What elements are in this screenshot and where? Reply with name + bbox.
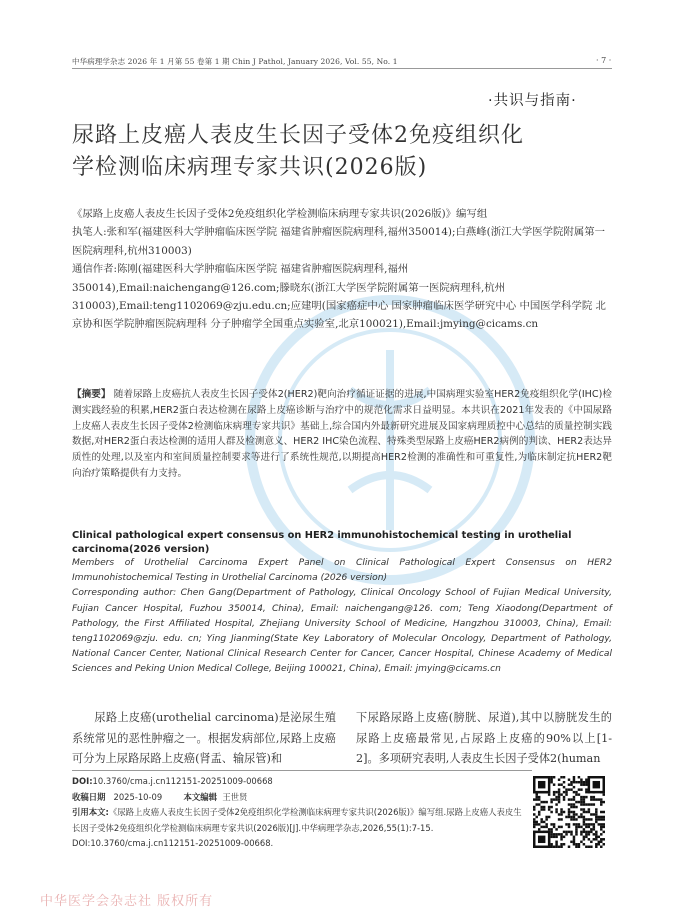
running-head: 中华病理学杂志 2026 年 1 月第 55 卷第 1 期 Chin J Pathol, January 2026, Vol. 55, No. 1: [72, 57, 398, 66]
footer-citation: 引用本文:《尿路上皮癌人表皮生长因子受体2免疫组织化学检测临床病理专家共识(2026版)》编写组.尿路上皮癌人表皮生长因子受体2免疫组织化学检测临床病理专家共识(2026版)[J].中华病理学杂志,2026,55(1):7-15. DOI:10.3760/cma.j.cn112151-20251009-00668.: [72, 807, 522, 849]
author-writers: 执笔人:张和军(福建医科大学肿瘤临床医学院 福建省肿瘤医院病理科,福州350014);白燕峰(浙江大学医学院附属第一医院病理科,杭州310003): [72, 226, 606, 257]
qr-code-icon[interactable]: [533, 776, 605, 848]
footer-dates: 收稿日期 2025-10-09 本文编辑 王世贤: [72, 791, 248, 802]
footer-rule: [72, 770, 532, 771]
publisher-logo: 中华医学会杂志社 版权所有: [40, 894, 214, 909]
abstract-text: 随着尿路上皮癌抗人表皮生长因子受体2(HER2)靶向治疗循证证据的进展,中国病理实验室HER2免疫组织化学(IHC)检测实践经验的积累,HER2蛋白表达检测在尿路上皮癌诊断与治疗中的规范化需求日益明显。本共识在2021年发表的《中国尿路上皮癌人表皮生长因子受体2检测临床病理专家共识》基础上,综合国内外最新研究进展及国家病理质控中心总结的质量控制实践数据,对HER2蛋白表达检测的适用人群及检测意义、HER2 IHC染色流程、特殊类型尿路上皮癌HER2病例的判读、HER2表达异质性的处理,以及室内和室间质量控制要求等进行了系统性规范,以期提高HER2检测的准确性和可重复性,为临床制定抗HER2靶向治疗策略提供有力支持。: [72, 389, 612, 479]
english-author-block: [72, 556, 612, 678]
doi-link[interactable]: 10.3760/cma.j.cn112151-20251009-00668: [92, 776, 273, 786]
author-group: 《尿路上皮癌人表皮生长因子受体2免疫组织化学检测临床病理专家共识(2026版)》编写组: [72, 208, 488, 220]
author-correspondence: 通信作者:陈刚(福建医科大学肿瘤临床医学院 福建省肿瘤医院病理科,福州350014),Email:naichengang@126.com;滕晓东(浙江大学医学院附属第一医院病理科,杭州310003),Email:teng1102069@zju.edu.cn;应建明(国家癌症中心 国家肿瘤临床医学研究中心 中国医学科学院 北京协和医学院肿瘤医院病理科 分子肿瘤学全国重点实验室,北京100021),Email:jmying@cicams.cn: [72, 263, 606, 331]
footer: [72, 774, 527, 852]
english-group: Members of Urothelial Carcinoma Expert Panel on Clinical Pathological Expert Consensus on HER2 Immunohistochemical Testing in Urothelial Carcinoma (2026 version): [72, 558, 612, 584]
abstract-tag: 【摘要】: [72, 389, 111, 400]
body-left-column: 尿路上皮癌(urothelial carcinoma)是泌尿生殖系统常见的恶性肿瘤之一。根据发病部位,尿路上皮癌可分为上尿路尿路上皮癌(肾盂、输尿管)和: [72, 711, 336, 765]
article-title: 尿路上皮癌人表皮生长因子受体2免疫组织化学检测临床病理专家共识(2026版): [72, 123, 524, 180]
english-title: Clinical pathological expert consensus on HER2 immunohistochemical testing in urothelial carcinoma(2026 version): [72, 530, 572, 555]
section-label: ·共识与指南·: [488, 93, 577, 109]
author-block: [72, 205, 612, 334]
english-correspondence: Corresponding author: Chen Gang(Department of Pathology, Clinical Oncology School of Fujian Medical University, Fujian Cancer Hospital, Fuzhou 350014, China), Email: naichengang@126. com; Teng Xiaodong(Department of Pathology, the First Affiliated Hospital, Zhejiang University School of Medicine, Hangzhou 310003, China), Email: teng1102069@zju. edu. cn; Ying Jianming(State Key Laboratory of Molecular Oncology, Department of Pathology, National Cancer Center, National Clinical Research Center for Cancer, Cancer Hospital, Chinese Academy of Medical Sciences and Peking Union Medical College, Beijing 100021, China), Email: jmying@cicams.cn: [72, 588, 612, 675]
header-rule: [72, 68, 612, 69]
page-number: · 7 ·: [596, 56, 612, 65]
abstract: [72, 387, 612, 482]
body-right-column: 下尿路尿路上皮癌(膀胱、尿道),其中以膀胱发生的尿路上皮癌最常见,占尿路上皮癌的90%以上[1-2]。多项研究表明,人表皮生长因子受体2(human: [356, 711, 612, 765]
footer-doi: DOI:10.3760/cma.j.cn112151-20251009-00668: [72, 776, 273, 786]
